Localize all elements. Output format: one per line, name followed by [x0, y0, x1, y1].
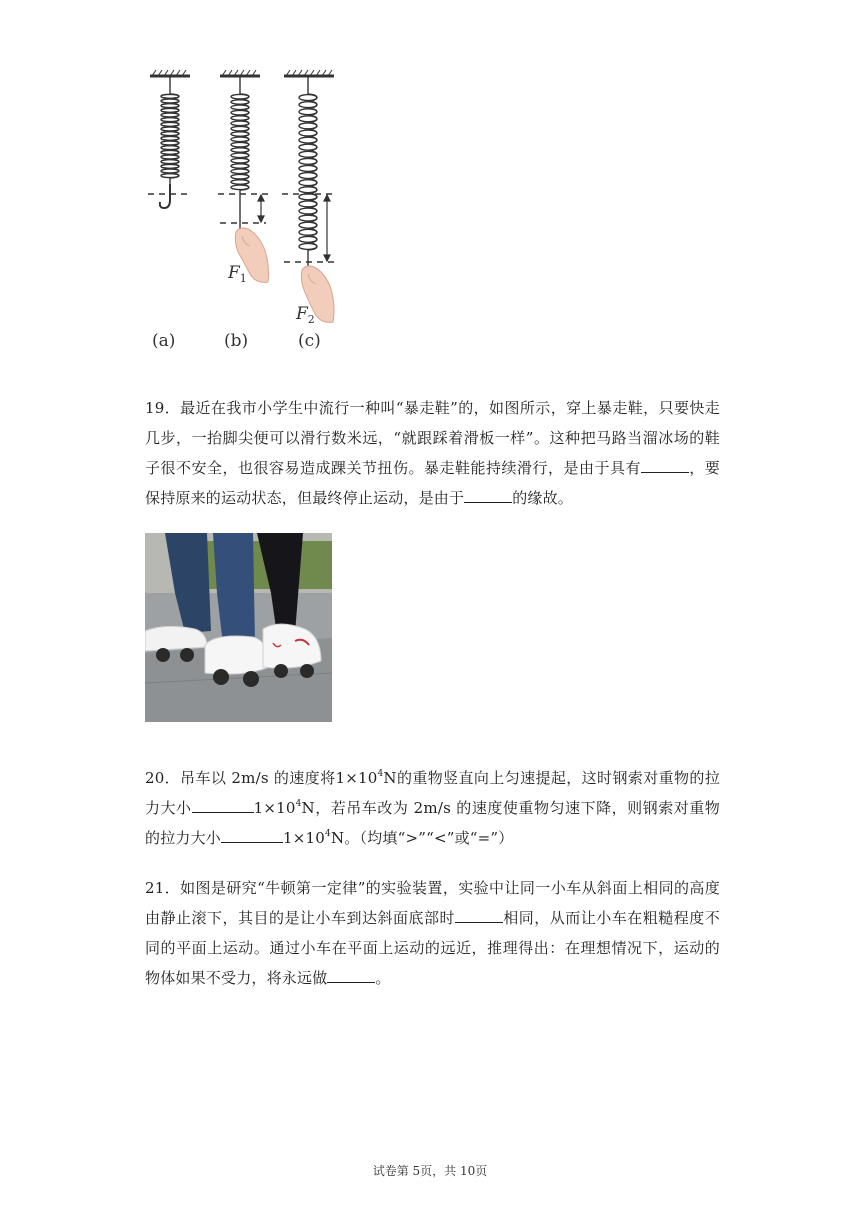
caption-a: (a) [152, 331, 176, 351]
ceiling-b [220, 70, 260, 76]
q20-text-4: 。（均填“>”“<”或“=”） [344, 829, 514, 847]
q21-text-2: 相同，从而让小车在粗糙程度不同的平面上运动。通过小车在平面上运动的远近，推理得出：在理想情况下，运动的物体如果不受力，将永远做 [145, 909, 720, 987]
force-label-f1: $F_1$ [228, 263, 247, 285]
extension-arrow-c [324, 195, 330, 261]
q19-blank-2 [464, 486, 512, 503]
q21-blank-1 [455, 906, 503, 923]
ceiling-a [150, 70, 190, 76]
q20-text-1: 20．吊车以 2m/s 的速度将 [145, 769, 336, 787]
q20-text-2: 的重物竖直向上匀速提起，这时钢索对重物的拉力大小 [145, 769, 721, 817]
q20-weight-value-1: $1\times 10^4N$ [335, 769, 397, 787]
q19-blank-1 [641, 456, 689, 473]
extension-arrow-b [258, 195, 264, 222]
force-label-f2: $F_2$ [296, 304, 315, 326]
roller-shoes-photo [145, 533, 332, 722]
page-footer: 试卷第 5页，共 10页 [372, 1164, 488, 1178]
caption-c: (c) [298, 331, 321, 351]
q21-text-3: 。 [375, 969, 391, 987]
q20-weight-value-3: $1\times 10^4N$ [283, 829, 345, 847]
q19-text-1: 19．最近在我市小学生中流行一种叫“暴走鞋”的，如图所示，穿上暴走鞋，只要快走几步，一抬脚尖便可以滑行数米远，“就跟踩着滑板一样”。这种把马路当溜冰场的鞋子很不安全，也很容易造成踝关节扭伤。暴走鞋能持续滑行，是由于具有 [145, 399, 720, 477]
q20-text-3: ，若吊车改为 2m/s 的速度使重物匀速下降，则钢索对重物的拉力大小 [145, 799, 720, 847]
spring-a [161, 76, 179, 186]
question-19 [145, 393, 720, 513]
question-20 [145, 763, 720, 853]
caption-b: (b) [224, 331, 249, 351]
q20-blank-2 [221, 826, 283, 843]
spring-b [231, 76, 249, 236]
q20-blank-1 [192, 796, 254, 813]
hook-a [160, 184, 170, 208]
ceiling-c [284, 70, 334, 76]
spring-diagram [140, 66, 350, 356]
q19-text-3: 的缘故。 [512, 489, 574, 507]
question-21 [145, 873, 720, 993]
q21-text-1: 21．如图是研究“牛顿第一定律”的实验装置，实验中让同一小车从斜面上相同的高度由静止滚下，其目的是让小车到达斜面底部时 [145, 879, 720, 927]
spring-c [299, 76, 317, 274]
q19-text-2: ，要保持原来的运动状态，但最终停止运动，是由于 [145, 459, 720, 507]
q21-blank-2 [327, 966, 375, 983]
q20-weight-value-2: $1\times 10^4N$ [253, 799, 315, 817]
